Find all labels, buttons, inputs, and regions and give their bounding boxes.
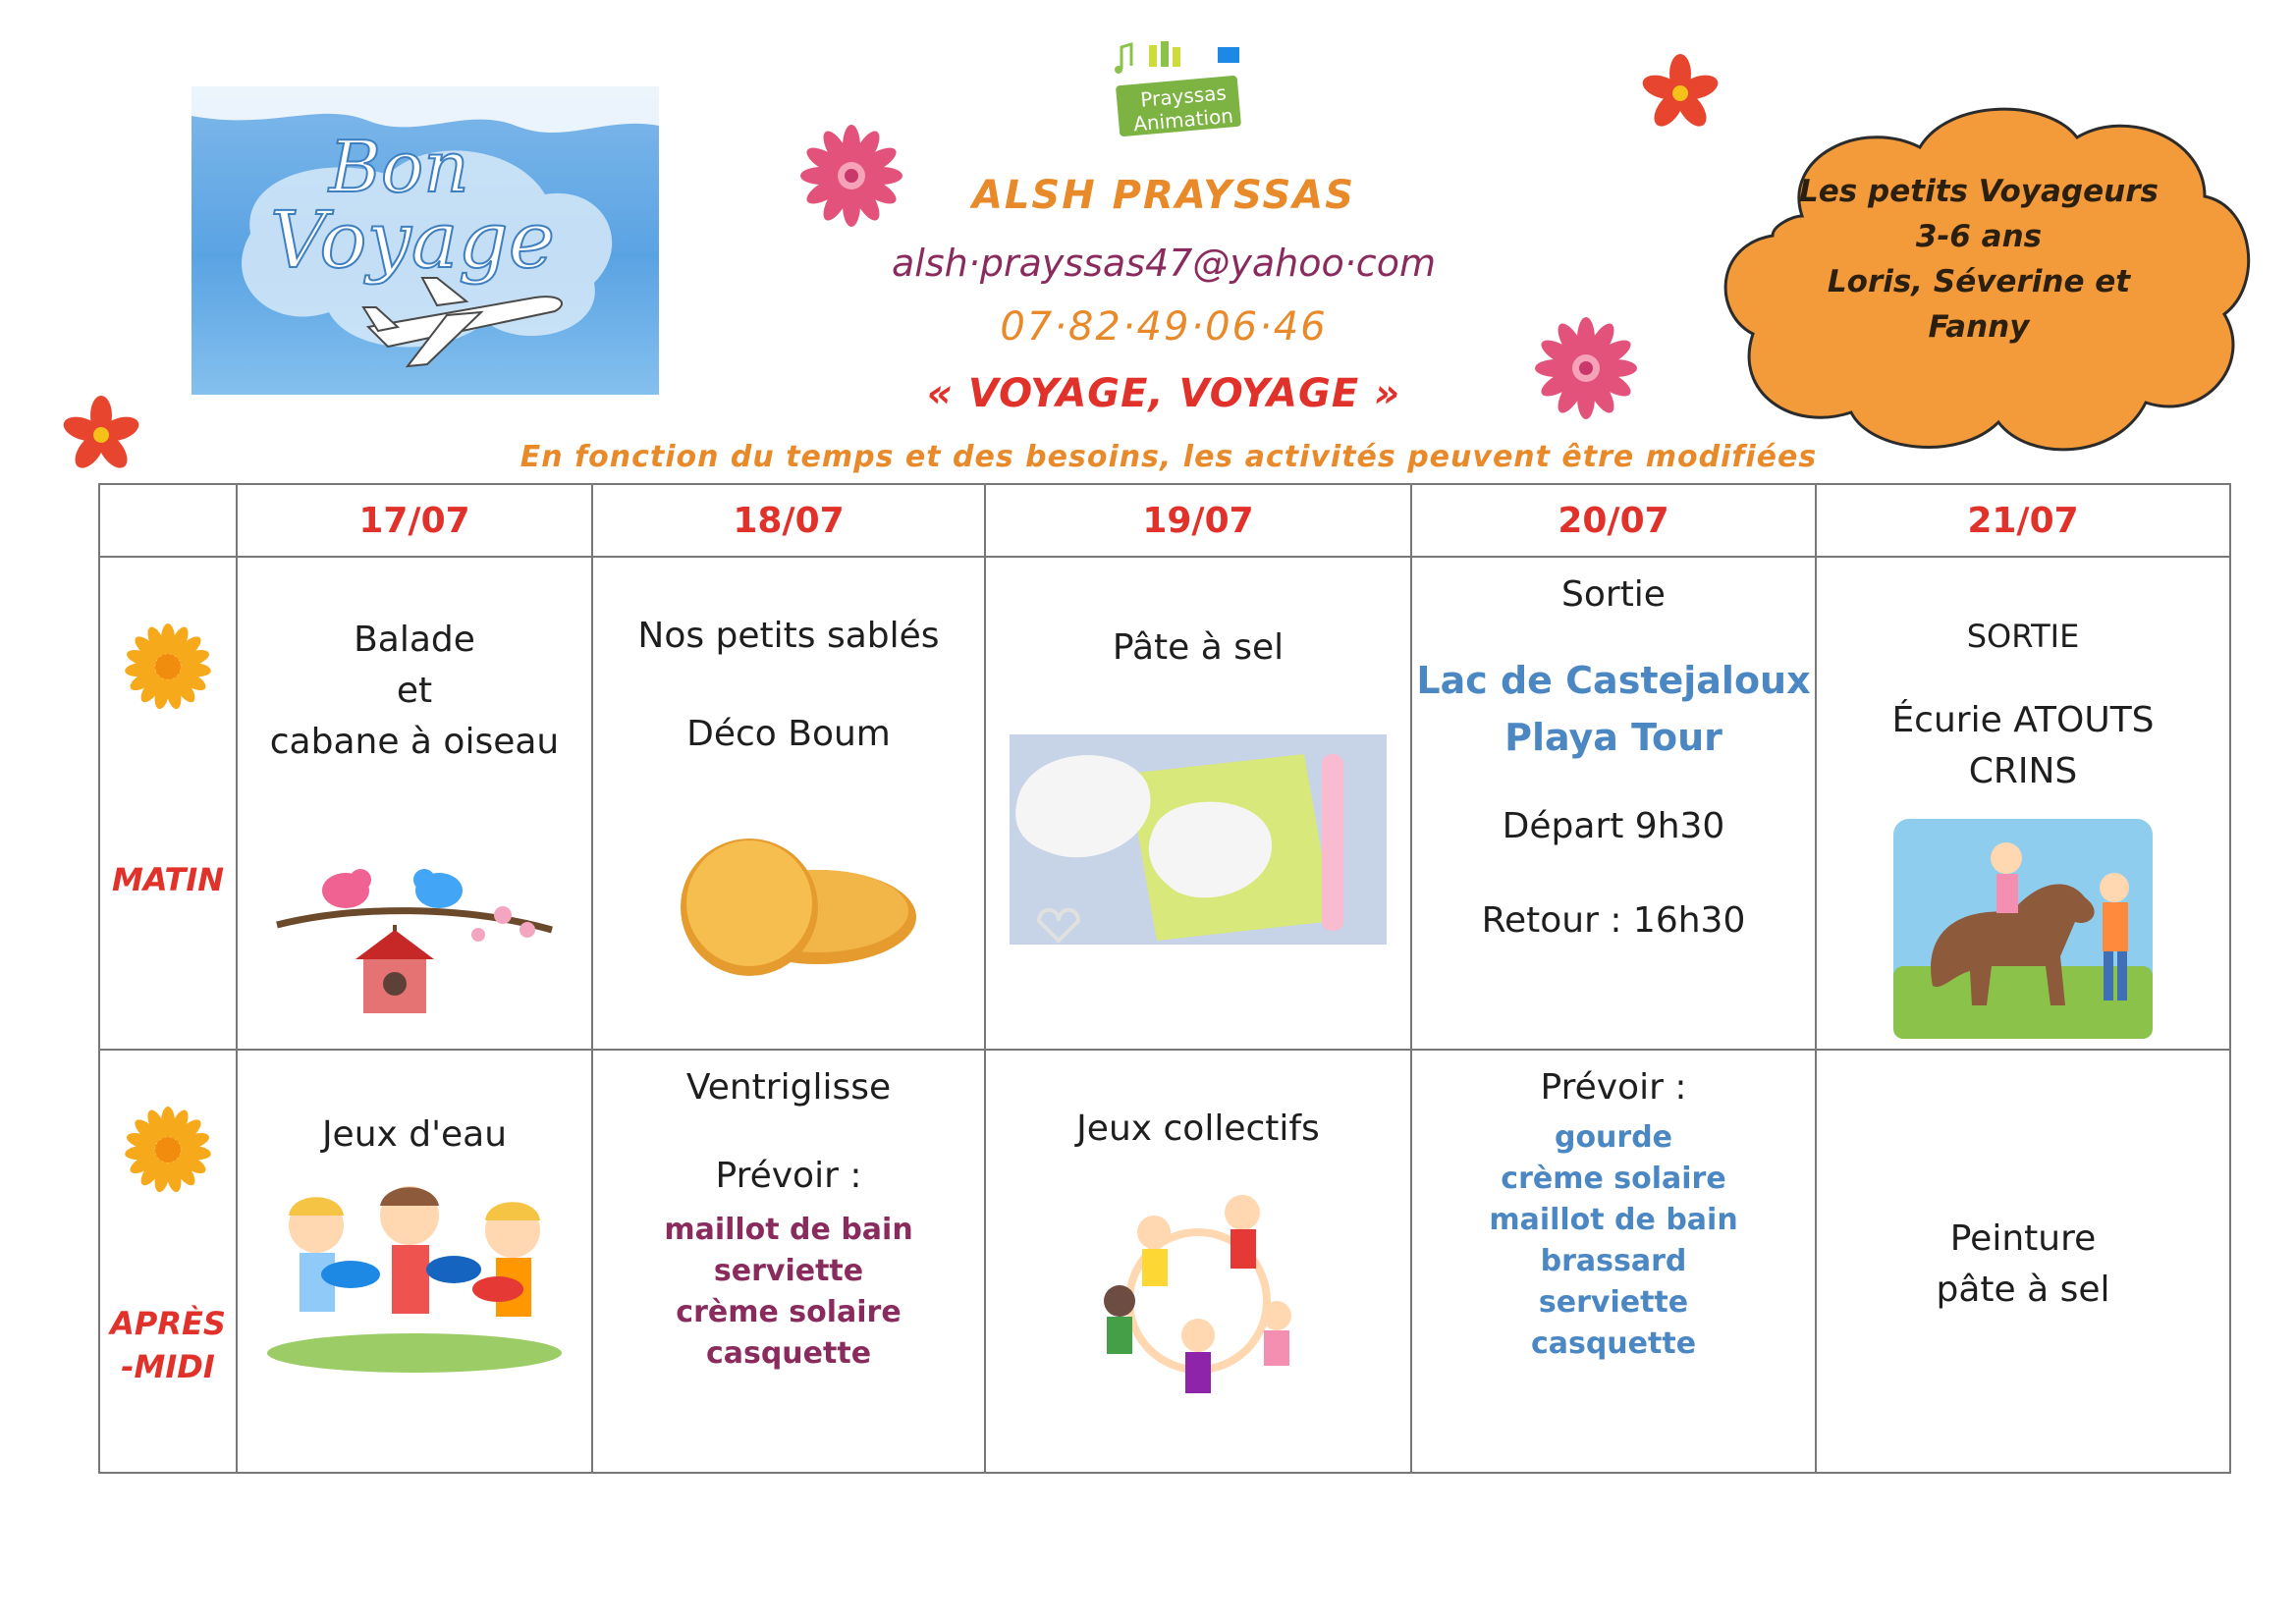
sunflower-icon	[124, 1106, 212, 1194]
morning-cell-day2	[592, 557, 985, 1050]
activity-line: pâte à sel	[1936, 1270, 2110, 1310]
activity-line: Déco Boum	[686, 714, 891, 754]
prayssas-logo	[1110, 39, 1252, 147]
banner-text-voyage: Voyage	[270, 194, 556, 286]
activity-line: Pâte à sel	[1112, 627, 1285, 668]
morning-row	[99, 557, 2230, 1050]
logo-text-2: Animation	[1132, 103, 1234, 136]
activity-line: Prévoir :	[1540, 1067, 1687, 1108]
departure-time: Départ 9h30	[1502, 806, 1725, 846]
logo-text-1: Prayssas	[1139, 81, 1228, 112]
packing-item: maillot de bain	[1489, 1203, 1738, 1237]
date-header: 21/07	[1816, 484, 2230, 557]
activity-line: Jeux d'eau	[321, 1114, 508, 1155]
activity-line: Sortie	[1561, 574, 1666, 615]
birdhouse-illustration	[267, 837, 562, 1013]
afternoon-row	[99, 1050, 2230, 1473]
packing-item: serviette	[713, 1254, 864, 1288]
afternoon-cell-day5	[1816, 1050, 2230, 1473]
water-games-illustration	[262, 1176, 567, 1373]
org-name: ALSH PRAYSSAS	[971, 173, 1356, 218]
activity-line: Écurie ATOUTS	[1891, 700, 2155, 740]
date-header: 20/07	[1411, 484, 1816, 557]
return-time: Retour : 16h30	[1481, 900, 1746, 941]
morning-cell-day1	[237, 557, 592, 1050]
packing-item: crème solaire	[1501, 1162, 1726, 1196]
packing-item: casquette	[1530, 1326, 1697, 1361]
music-note-icon	[1115, 44, 1131, 74]
afternoon-cell-day2	[592, 1050, 985, 1473]
horse-riding-illustration	[1893, 819, 2153, 1039]
org-phone: 07·82·49·06·46	[1000, 304, 1328, 350]
period-morning: MATIN	[111, 861, 225, 898]
activity-notice: En fonction du temps et des besoins, les activités peuvent être modifiées	[519, 440, 1818, 474]
bon-voyage-banner	[191, 86, 659, 395]
date-header: 17/07	[237, 484, 592, 557]
morning-cell-day5	[1816, 557, 2230, 1050]
afternoon-cell-day1	[237, 1050, 592, 1473]
activity-line: cabane à oiseau	[269, 722, 560, 762]
period-afternoon: APRÈS	[110, 1305, 226, 1342]
period-afternoon: -MIDI	[121, 1348, 215, 1385]
group-staff-2: Fanny	[1928, 309, 2030, 345]
date-header: 19/07	[985, 484, 1411, 557]
activity-line: et	[396, 671, 433, 711]
schedule-table	[98, 483, 2231, 1474]
morning-cell-day3	[985, 557, 1411, 1050]
salt-dough-illustration	[1010, 734, 1387, 945]
activity-line: Ventriglisse	[685, 1067, 892, 1108]
packing-item: brassard	[1540, 1244, 1687, 1278]
date-row	[99, 484, 2230, 557]
packing-item: maillot de bain	[664, 1213, 913, 1247]
activity-line: CRINS	[1968, 751, 2078, 791]
packing-item: crème solaire	[676, 1295, 902, 1329]
org-email[interactable]: alsh·prayssas47@yahoo·com	[892, 242, 1436, 285]
destination-line: Lac de Castejaloux	[1416, 659, 1811, 702]
biscuits-illustration	[651, 829, 926, 986]
group-games-illustration	[1095, 1188, 1301, 1414]
activity-line: Prévoir :	[715, 1156, 862, 1196]
corner-cell	[99, 484, 237, 557]
morning-cell-day4	[1411, 557, 1816, 1050]
afternoon-cell-day3	[985, 1050, 1411, 1473]
activity-line: Nos petits sablés	[637, 616, 940, 656]
group-age: 3-6 ans	[1915, 219, 2043, 254]
red-flower-icon	[59, 393, 143, 477]
group-staff: Loris, Séverine et	[1827, 264, 2131, 299]
packing-item: casquette	[705, 1336, 872, 1371]
activity-line: Peinture	[1949, 1218, 2097, 1259]
afternoon-cell-day4	[1411, 1050, 1816, 1473]
destination-line: Playa Tour	[1504, 716, 1722, 759]
theme-title: « VOYAGE, VOYAGE »	[926, 371, 1401, 416]
sunflower-icon	[124, 622, 212, 711]
pink-flower-icon	[1532, 314, 1640, 422]
packing-item: serviette	[1538, 1285, 1689, 1320]
activity-line: SORTIE	[1966, 618, 2080, 655]
group-info	[1758, 169, 2200, 350]
group-name: Les petits Voyageurs	[1799, 174, 2159, 209]
activity-line: Jeux collectifs	[1076, 1109, 1320, 1149]
period-cell-afternoon	[99, 1050, 237, 1473]
banner-text-bon: Bon	[329, 126, 469, 208]
packing-item: gourde	[1554, 1120, 1673, 1155]
red-flower-icon	[1638, 51, 1722, 135]
activity-line: Balade	[354, 620, 475, 660]
date-header: 18/07	[592, 484, 985, 557]
period-cell-morning	[99, 557, 237, 1050]
